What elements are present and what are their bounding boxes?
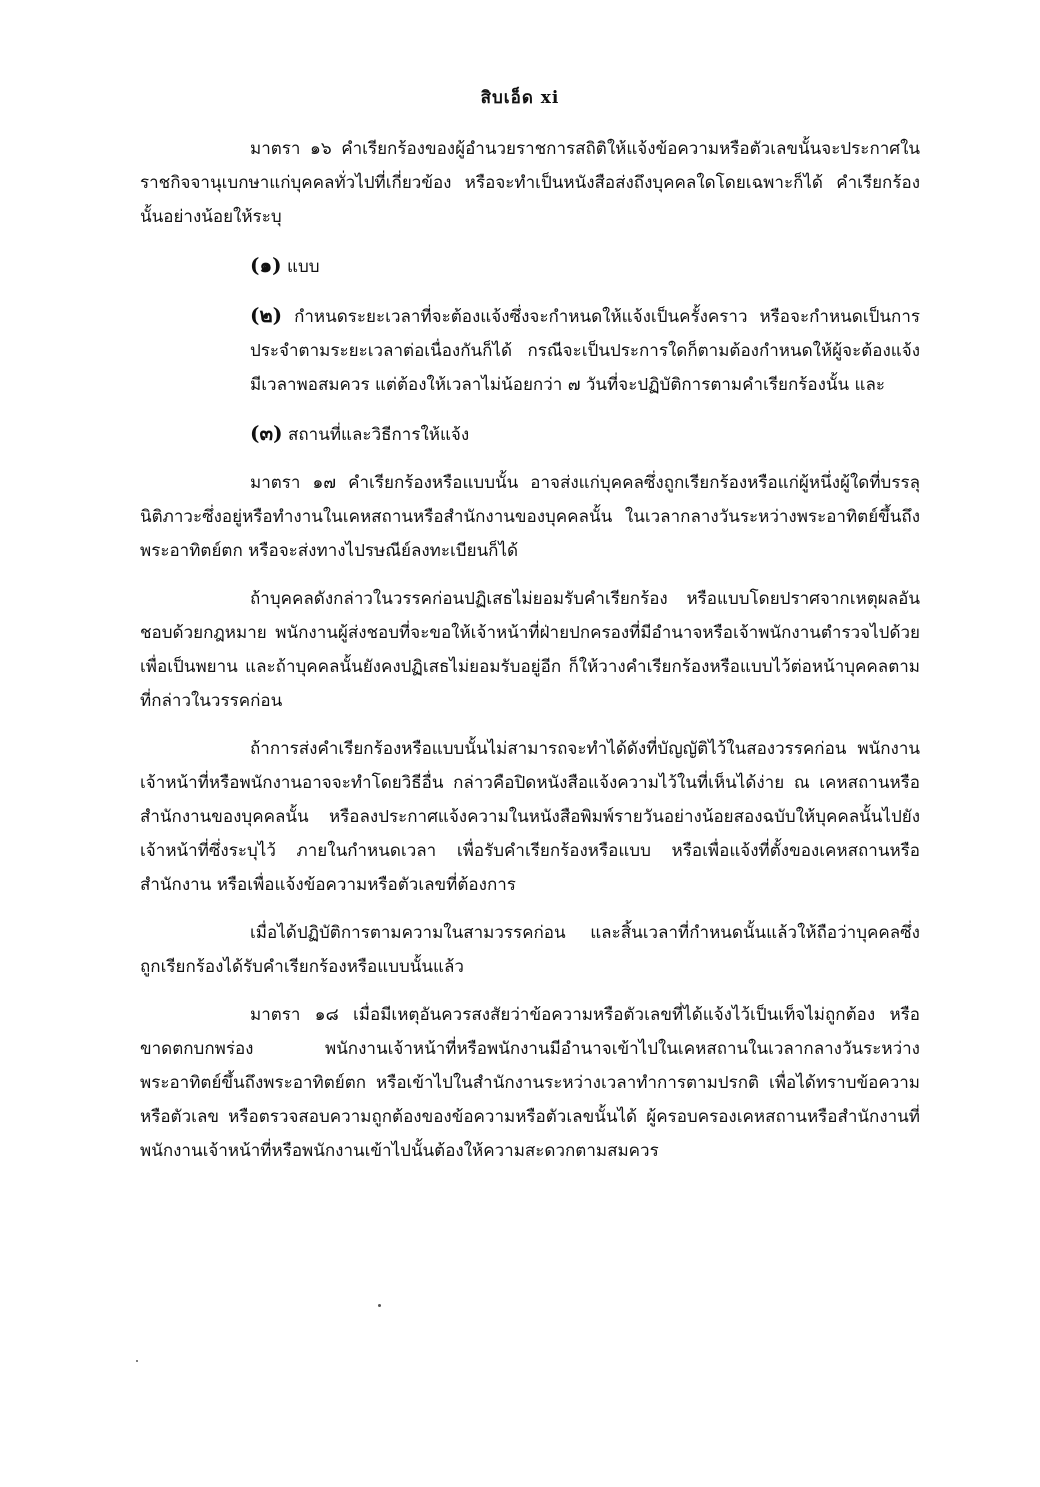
paragraph-deemed-received: เมื่อได้ปฏิบัติการตามความในสามวรรคก่อน และสิ้นเวลาที่กำหนดนั้นแล้วให้ถือว่าบุคคลซึ่งถูกเรียกร้องได้รับคำเรียกร้องหรือแบบนั้นแล้ว xyxy=(140,923,920,977)
list-item-text: สถานที่และวิธีการให้แจ้ง xyxy=(288,425,470,445)
list-item-text: แบบ xyxy=(287,257,320,277)
list-item-2 xyxy=(140,298,920,402)
list-number: (๓) xyxy=(250,421,283,445)
scan-speck xyxy=(136,1360,138,1362)
paragraph-section-16: มาตรา ๑๖ คำเรียกร้องของผู้อำนวยราชการสถิติให้แจ้งข้อความหรือตัวเลขนั้นจะประกาศในราชกิจจานุเบกษาแก่บุคคลทั่วไปที่เกี่ยวข้อง หรือจะทำเป็นหนังสือส่งถึงบุคคลใดโดยเฉพาะก็ได้ คำเรียกร้องนั้นอย่างน้อยให้ระบุ xyxy=(140,139,920,227)
list-item-3 xyxy=(140,416,920,452)
paragraph-refusal: ถ้าบุคคลดังกล่าวในวรรคก่อนปฏิเสธไม่ยอมรับคำเรียกร้อง หรือแบบโดยปราศจากเหตุผลอันชอบด้วยกฎหมาย พนักงานผู้ส่งชอบที่จะขอให้เจ้าหน้าที่ฝ่ายปกครองที่มีอำนาจหรือเจ้าพนักงานตำรวจไปด้วยเพื่อเป็นพยาน และถ้าบุคคลนั้นยังคงปฏิเสธไม่ยอมรับอยู่อีก ก็ให้วางคำเรียกร้องหรือแบบไว้ต่อหน้าบุคคลตามที่กล่าวในวรรคก่อน xyxy=(140,589,920,711)
list-number: (๒) xyxy=(250,303,283,327)
page-header: สิบเอ็ด xi xyxy=(480,88,560,108)
paragraph-section-18: มาตรา ๑๘ เมื่อมีเหตุอันควรสงสัยว่าข้อความหรือตัวเลขที่ได้แจ้งไว้เป็นเท็จไม่ถูกต้อง หรือขาดตกบกพร่อง พนักงานเจ้าหน้าที่หรือพนักงานมีอำนาจเข้าไปในเคหสถานในเวลากลางวันระหว่างพระอาทิตย์ขึ้นถึงพระอาทิตย์ตก หรือเข้าไปในสำนักงานระหว่างเวลาทำการตามปรกติ เพื่อได้ทราบข้อความหรือตัวเลข หรือตรวจสอบความถูกต้องของข้อความหรือตัวเลขนั้นได้ ผู้ครอบครองเคหสถานหรือสำนักงานที่พนักงานเจ้าหน้าที่หรือพนักงานเข้าไปนั้นต้องให้ความสะดวกตามสมควร xyxy=(140,1005,920,1161)
list-item-text: กำหนดระยะเวลาที่จะต้องแจ้งซึ่งจะกำหนดให้แจ้งเป็นครั้งคราว หรือจะกำหนดเป็นการประจำตามระยะเวลาต่อเนื่องกันก็ได้ กรณีจะเป็นประการใดก็ตามต้องกำหนดให้ผู้จะต้องแจ้งมีเวลาพอสมควร แต่ต้องให้เวลาไม่น้อยกว่า ๗ วันที่จะปฏิบัติการตามคำเรียกร้องนั้น และ xyxy=(250,307,921,395)
paragraph-section-17: มาตรา ๑๗ คำเรียกร้องหรือแบบนั้น อาจส่งแก่บุคคลซึ่งถูกเรียกร้องหรือแก่ผู้หนึ่งผู้ใดที่บรรลุนิติภาวะซึ่งอยู่หรือทำงานในเคหสถานหรือสำนักงานของบุคคลนั้น ในเวลากลางวันระหว่างพระอาทิตย์ขึ้นถึงพระอาทิตย์ตก หรือจะส่งทางไปรษณีย์ลงทะเบียนก็ได้ xyxy=(140,473,920,561)
list-item-1 xyxy=(140,248,920,284)
list-number: (๑) xyxy=(250,253,282,277)
document-body xyxy=(140,132,920,1182)
paragraph-alternative-delivery: ถ้าการส่งคำเรียกร้องหรือแบบนั้นไม่สามารถจะทำได้ดังที่บัญญัติไว้ในสองวรรคก่อน พนักงานเจ้าหน้าที่หรือพนักงานอาจจะทำโดยวิธีอื่น กล่าวคือปิดหนังสือแจ้งความไว้ในที่เห็นได้ง่าย ณ เคหสถานหรือสำนักงานของบุคคลนั้น หรือลงประกาศแจ้งความในหนังสือพิมพ์รายวันอย่างน้อยสองฉบับให้บุคคลนั้นไปยังเจ้าหน้าที่ซึ่งระบุไว้ ภายในกำหนดเวลา เพื่อรับคำเรียกร้องหรือแบบ หรือเพื่อแจ้งที่ตั้งของเคหสถานหรือสำนักงาน หรือเพื่อแจ้งข้อความหรือตัวเลขที่ต้องการ xyxy=(140,739,920,895)
scan-speck xyxy=(378,1304,381,1307)
